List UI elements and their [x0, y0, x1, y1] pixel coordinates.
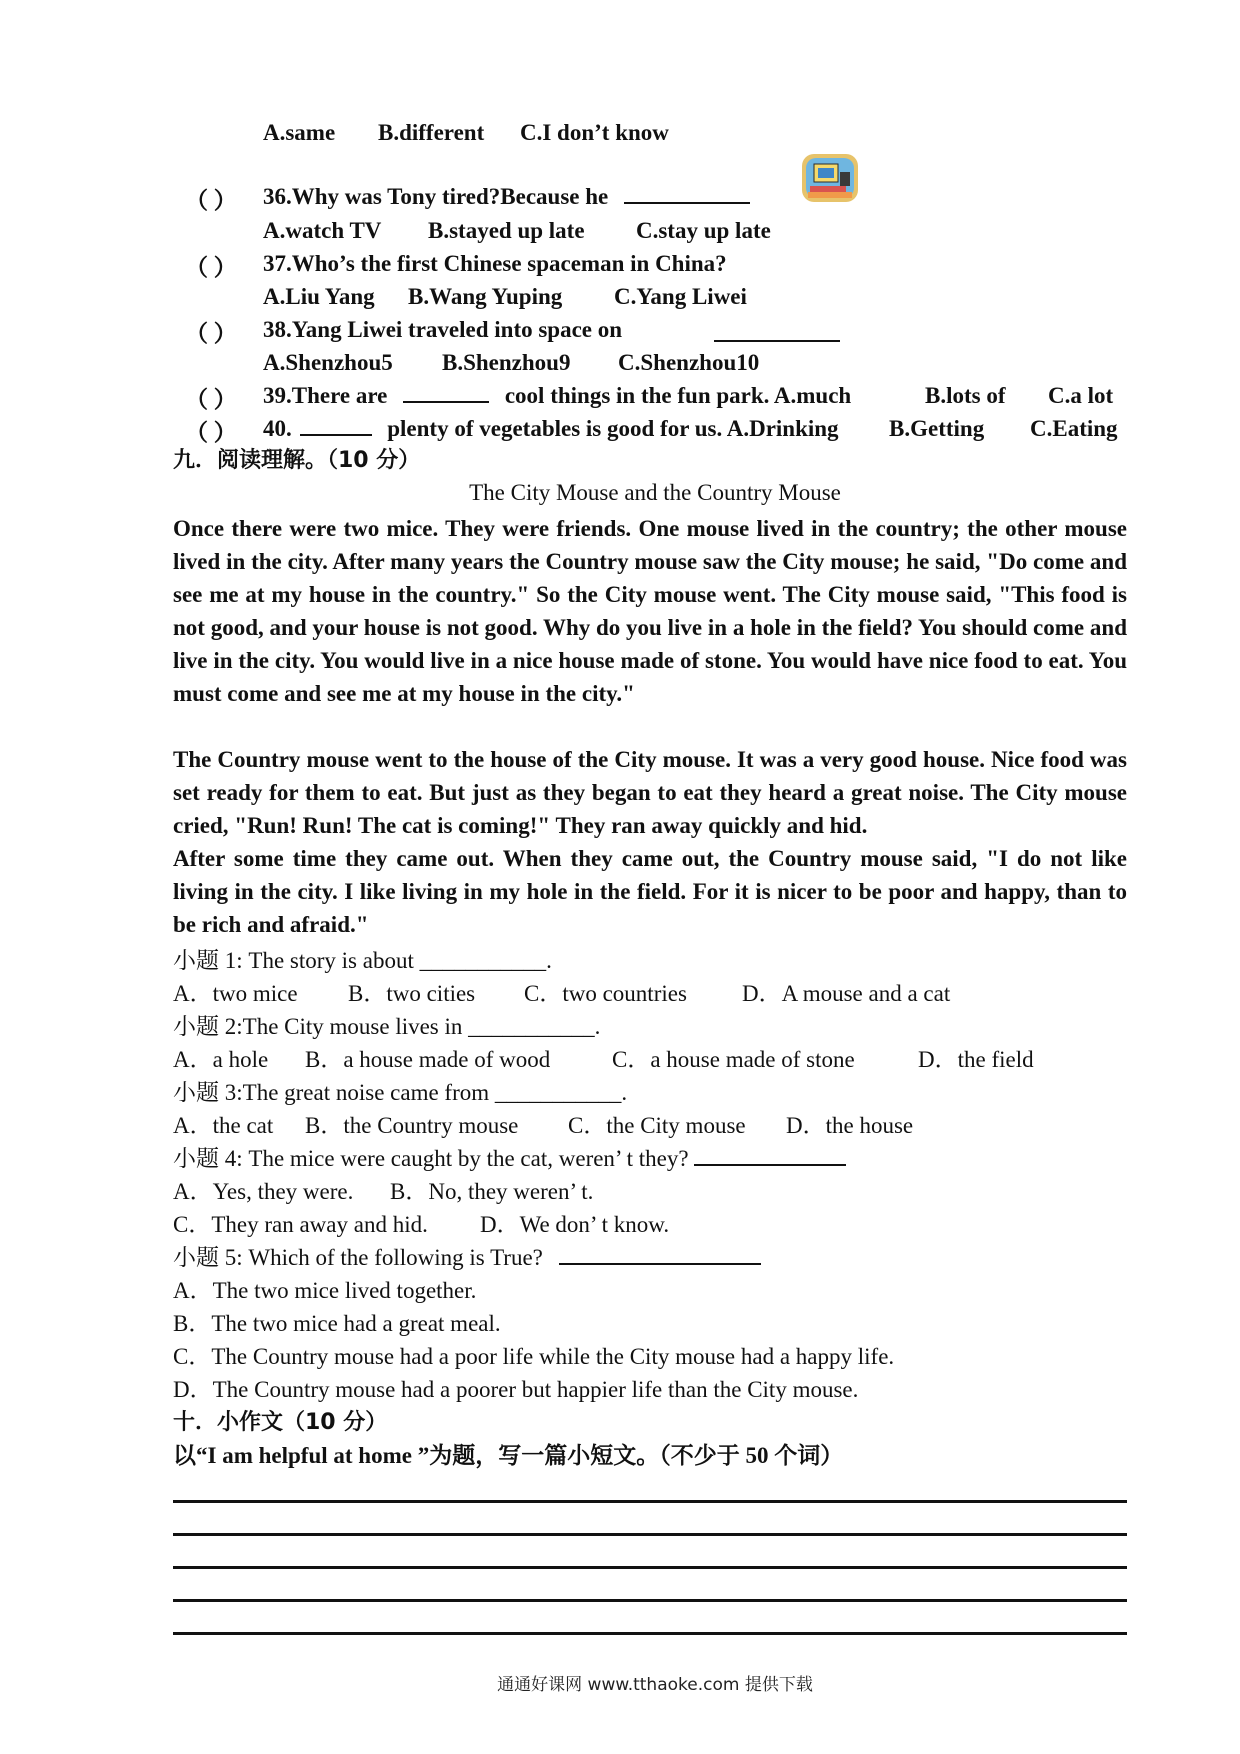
writing-prompt: 以“I am helpful at home ”为题，写一篇小短文。（不少于 50 个词）: [173, 1443, 844, 1468]
section-10-heading: 十．小作文（10 分）: [173, 1410, 388, 1435]
passage-paragraph-1: Once there were two mice. They were friends. One mouse lived in the country; the other mouse lived in the city. After many years the Country mouse saw the City mouse; he said, "Do come and see me at my house in the country." So the City mouse went. The City mouse said, "This food is not good, and your house is not good. Why do you live in a hole in the field? You should come and live in the city. You would live in a nice house made of stone. You would have nice food to eat. You must come and see me at my house in the city.": [173, 516, 1127, 706]
section-9-heading: 九．阅读理解。（10 分）: [173, 448, 421, 473]
answer-blank[interactable]: [403, 383, 489, 403]
sub-question-5: [173, 1243, 761, 1273]
q38-option-b: B.Shenzhou9: [442, 350, 571, 375]
writing-line[interactable]: [173, 1632, 1127, 1635]
answer-blank[interactable]: [624, 184, 750, 204]
writing-line[interactable]: [173, 1599, 1127, 1602]
sq5-option-c: C．The Country mouse had a poor life while the City mouse had a happy life.: [173, 1344, 895, 1369]
question-39-stem-pre: 39.There are: [263, 383, 388, 408]
sq3-option-b: B．the Country mouse: [305, 1113, 519, 1138]
sq2-option-a: A．a hole: [173, 1047, 269, 1072]
sub-question-4-stem: 小题 4: The mice were caught by the cat, weren’ t they?: [173, 1146, 689, 1171]
sq5-option-d: D．The Country mouse had a poorer but happier life than the City mouse.: [173, 1377, 859, 1402]
sq1-option-b: B．two cities: [348, 981, 476, 1006]
q35-option-a: A.same: [263, 120, 336, 145]
sq4-option-d: D．We don’ t know.: [480, 1212, 670, 1237]
sq5-option-a: A．The two mice lived together.: [173, 1278, 477, 1303]
sub-question-5-stem: 小题 5: Which of the following is True?: [173, 1245, 543, 1270]
q39-option-c: C.a lot: [1048, 383, 1114, 408]
answer-paren-37: （ ）: [185, 255, 237, 280]
sq1-option-c: C．two countries: [524, 981, 687, 1006]
writing-line[interactable]: [173, 1500, 1127, 1503]
sq3-option-c: C．the City mouse: [568, 1113, 746, 1138]
q36-option-c: C.stay up late: [636, 218, 771, 243]
sq5-option-b: B．The two mice had a great meal.: [173, 1311, 501, 1336]
writing-line[interactable]: [173, 1566, 1127, 1569]
question-39-stem-post: cool things in the fun park. A.much: [504, 383, 852, 408]
sub-question-3-stem: 小题 3:The great noise came from ___________.: [173, 1080, 628, 1105]
q38-option-c: C.Shenzhou10: [618, 350, 760, 375]
answer-blank[interactable]: [559, 1245, 761, 1265]
q38-option-a: A.Shenzhou5: [263, 350, 393, 375]
q37-option-a: A.Liu Yang: [263, 284, 375, 309]
q37-option-b: B.Wang Yuping: [408, 284, 563, 309]
answer-paren-39: （ ）: [185, 387, 237, 412]
sub-question-4: [173, 1144, 846, 1174]
sq1-option-d: D．A mouse and a cat: [742, 981, 951, 1006]
sq4-option-c: C．They ran away and hid.: [173, 1212, 428, 1237]
sq2-option-b: B．a house made of wood: [305, 1047, 551, 1072]
sq4-option-a: A．Yes, they were.: [173, 1179, 354, 1204]
q37-option-c: C.Yang Liwei: [614, 284, 747, 309]
passage-title: The City Mouse and the Country Mouse: [469, 480, 841, 505]
question-37-stem: 37.Who’s the first Chinese spaceman in China?: [263, 251, 727, 276]
answer-paren-40: （ ）: [185, 420, 237, 445]
sq3-option-a: A．the cat: [173, 1113, 274, 1138]
answer-paren-38: （ ）: [185, 321, 237, 346]
question-36: [263, 182, 750, 212]
question-36-stem: 36.Why was Tony tired?Because he: [263, 184, 609, 209]
sq1-option-a: A．two mice: [173, 981, 298, 1006]
page-footer: 通通好课网 www.tthaoke.com 提供下载: [497, 1675, 813, 1695]
sq2-option-d: D．the field: [918, 1047, 1034, 1072]
answer-paren-36: （ ）: [185, 188, 237, 213]
sq2-option-c: C．a house made of stone: [612, 1047, 855, 1072]
q35-option-b: B.different: [378, 120, 485, 145]
sub-question-2-stem: 小题 2:The City mouse lives in ___________.: [173, 1014, 601, 1039]
q39-option-b: B.lots of: [925, 383, 1006, 408]
sq4-option-b: B．No, they weren’ t.: [390, 1179, 594, 1204]
question-39: [263, 381, 851, 411]
q36-option-b: B.stayed up late: [428, 218, 585, 243]
sub-question-1-stem: 小题 1: The story is about ___________.: [173, 948, 552, 973]
passage-paragraph-3: After some time they came out. When they came out, the Country mouse said, "I do not like living in the city. I like living in my hole in the field. For it is nicer to be poor and happy, than to be rich and afraid.": [173, 846, 1127, 937]
q40-option-b: B.Getting: [889, 416, 985, 441]
question-38-stem: 38.Yang Liwei traveled into space on: [263, 317, 623, 342]
q35-option-c: C.I don’t know: [520, 120, 669, 145]
computer-illustration-icon: [800, 148, 862, 210]
answer-blank[interactable]: [694, 1146, 846, 1166]
q36-option-a: A.watch TV: [263, 218, 382, 243]
answer-blank[interactable]: [714, 322, 840, 342]
q40-option-c: C.Eating: [1030, 416, 1118, 441]
question-40: [263, 414, 839, 444]
passage-paragraph-2: The Country mouse went to the house of the City mouse. It was a very good house. Nice food was set ready for them to eat. But just as they began to eat they heard a great noise. The City mouse cried, "Run! Run! The cat is coming!" They ran away quickly and hid.: [173, 747, 1127, 838]
question-40-stem-pre: 40.: [263, 416, 292, 441]
question-40-stem-post: plenty of vegetables is good for us. A.Drinking: [387, 416, 839, 441]
sq3-option-d: D．the house: [786, 1113, 914, 1138]
writing-line[interactable]: [173, 1533, 1127, 1536]
answer-blank[interactable]: [300, 416, 372, 436]
